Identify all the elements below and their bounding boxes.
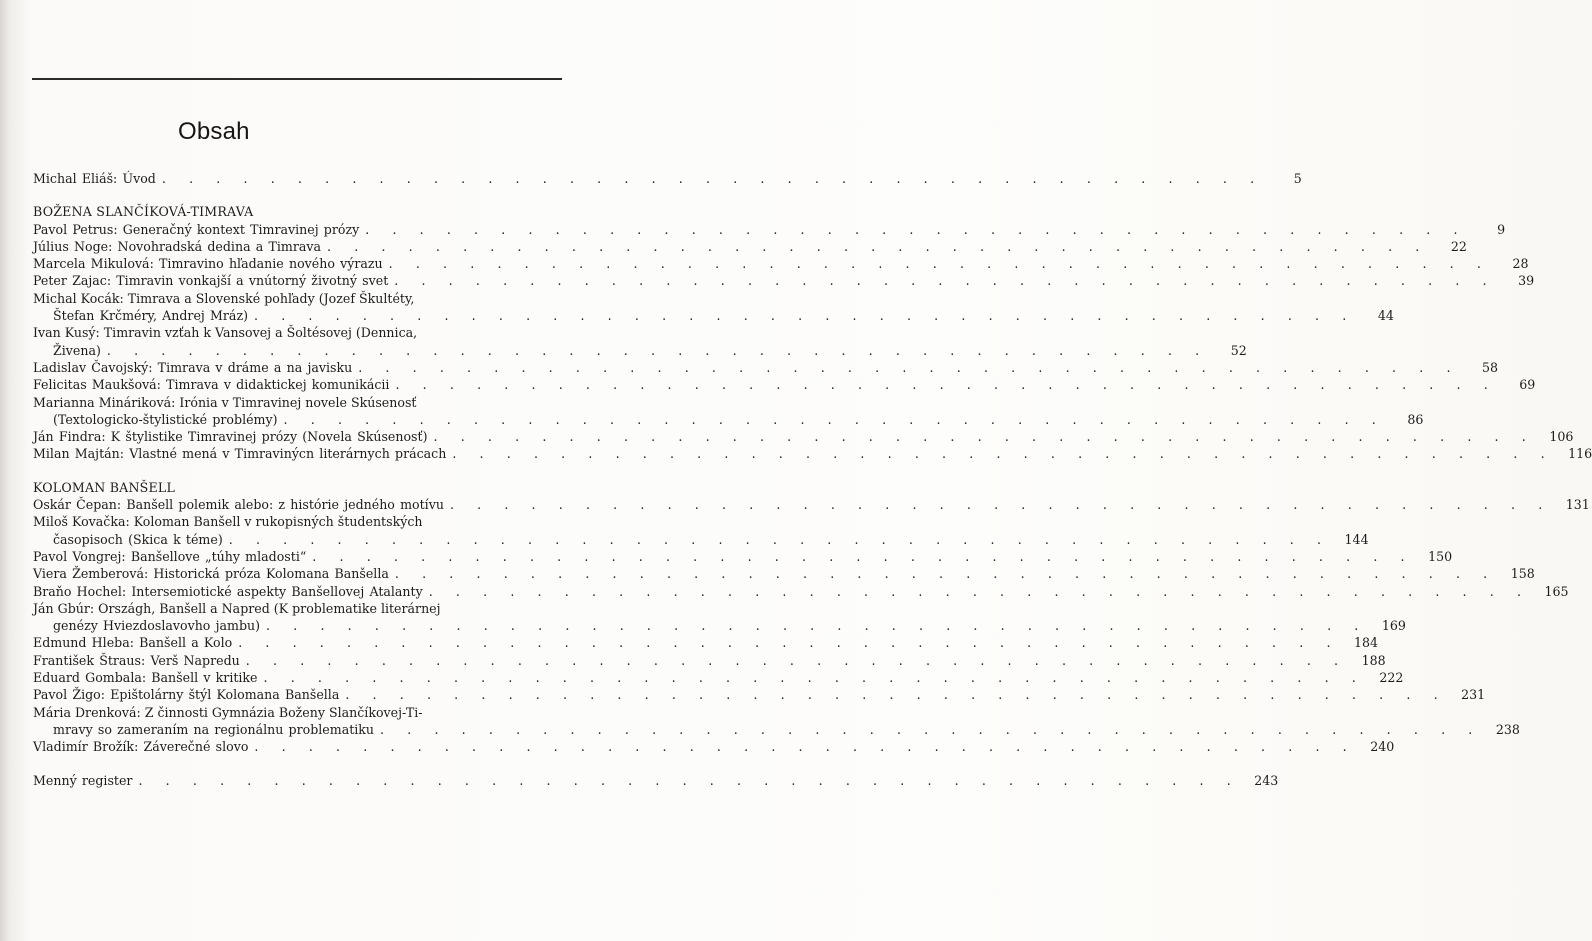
page-number: 44: [1377, 308, 1394, 324]
page-number: 58: [1482, 359, 1499, 375]
toc-entry[interactable]: [33, 324, 1247, 359]
dot-leader: . . . . . . . . . . . . . . . . . . . . . . . . . . . . . . . . . . . . . . . . .: [254, 308, 1356, 324]
entry-title: Braňo Hochel: Intersemiotické aspekty Banšellovej Atalanty: [33, 583, 423, 599]
entry-title: Michal Kocák: Timrava a Slovenské pohľady (Jozef Škultéty,: [33, 290, 415, 306]
page-number: 188: [1361, 652, 1386, 668]
page-number: 52: [1230, 342, 1247, 358]
toc-entry[interactable]: [33, 652, 1386, 669]
page-number: 106: [1549, 429, 1574, 445]
dot-leader: . . . . . . . . . . . . . . . . . . . . . . . . . . . . . . . . . . . . . . . . .: [394, 566, 1497, 582]
entry-title: Pavol Vongrej: Banšellove „túhy mladosti“: [33, 548, 307, 564]
dot-leader: . . . . . . . . . . . . . . . . . . . . . . . . . . . . . . . . . . . . . . . . .: [428, 583, 1531, 599]
toc-entry[interactable]: [33, 221, 1506, 238]
toc-entry[interactable]: [33, 634, 1379, 651]
toc-entry[interactable]: [33, 669, 1404, 686]
entry-title: Edmund Hleba: Banšell a Kolo: [33, 635, 233, 651]
page-number: 28: [1512, 256, 1529, 272]
page-number: 5: [1293, 171, 1302, 186]
dot-leader: . . . . . . . . . . . . . . . . . . . . . . . . . . . . . . . . . . . . . . . . .: [327, 238, 1429, 254]
entry-title: Mária Drenková: Z činnosti Gymnázia Boženy Slančíkovej-Ti-: [33, 704, 423, 720]
dot-leader: . . . . . . . . . . . . . . . . . . . . . . . . . . . . . . . . . . . . . . . . .: [394, 273, 1497, 289]
entry-title: Pavol Žigo: Epištolárny štýl Kolomana Banšella: [33, 687, 340, 703]
table-of-contents: [33, 170, 1592, 789]
page-number: 240: [1370, 739, 1395, 755]
dot-leader: . . . . . . . . . . . . . . . . . . . . . . . . . . . . . . . . . . . . . . . . .: [380, 721, 1482, 737]
page-number: 144: [1344, 531, 1369, 547]
entry-title: Viera Žemberová: Historická próza Kolomana Banšella: [33, 566, 389, 582]
toc-entry-intro[interactable]: [33, 170, 1302, 187]
toc-entry[interactable]: [33, 376, 1536, 393]
toc-entry[interactable]: [33, 513, 1369, 548]
toc-entry[interactable]: [33, 738, 1395, 755]
page-number: 243: [1254, 772, 1279, 788]
dot-leader: . . . . . . . . . . . . . . . . . . . . . . . . . . . . . . . . . . . . . . . . .: [449, 497, 1552, 513]
entry-title: Ivan Kusý: Timravin vzťah k Vansovej a Šoltésovej (Dennica,: [33, 325, 418, 341]
dot-leader: . . . . . . . . . . . . . . . . . . . . . . . . . . . . . . . . . . . . . . . . .: [106, 342, 1209, 358]
dot-leader: . . . . . . . . . . . . . . . . . . . . . . . . . . . . . . . . . . . . . . . . .: [358, 359, 1461, 375]
toc-entry[interactable]: [33, 272, 1535, 289]
entry-title: Ján Gbúr: Országh, Banšell a Napred (K problematike literárnej: [33, 600, 441, 616]
toc-entry[interactable]: [33, 600, 1406, 635]
dot-leader: . . . . . . . . . . . . . . . . . . . . . . . . . . . . . . . . . . . . . . . . .: [161, 171, 1264, 186]
toc-entry[interactable]: [33, 445, 1592, 462]
entry-title: Ladislav Čavojský: Timrava v dráme a na javisku: [33, 359, 353, 375]
page-number: 116: [1568, 446, 1592, 462]
page-number: 39: [1518, 273, 1535, 289]
toc-entry[interactable]: [33, 255, 1529, 272]
toc-entry-register[interactable]: [33, 772, 1279, 789]
page-number: 150: [1428, 548, 1453, 564]
dot-leader: . . . . . . . . . . . . . . . . . . . . . . . . . . . . . . . . . . . . . . . . .: [365, 221, 1468, 237]
entry-title: Peter Zajac: Timravin vonkajší a vnútorný životný svet: [33, 273, 389, 289]
toc-entry[interactable]: [33, 290, 1394, 325]
toc-entry[interactable]: [33, 359, 1499, 376]
dot-leader: . . . . . . . . . . . . . . . . . . . . . . . . . . . . . . . . . . . . . . . . .: [283, 411, 1386, 427]
page-number: 222: [1379, 670, 1404, 686]
page-number: 22: [1450, 238, 1467, 254]
page-number: 238: [1495, 721, 1520, 737]
toc-entry[interactable]: [33, 686, 1486, 703]
page-number: 86: [1407, 411, 1424, 427]
page-number: 9: [1497, 221, 1506, 237]
page-number: 184: [1354, 635, 1379, 651]
toc-entry[interactable]: [33, 565, 1535, 582]
toc-entry[interactable]: [33, 496, 1590, 513]
page-number: 69: [1519, 377, 1536, 393]
entry-title-continuation: časopisoch (Skica k téme): [53, 531, 223, 547]
dot-leader: . . . . . . . . . . . . . . . . . . . . . . . . . . . . . . . . . . . . . . . . .: [228, 531, 1331, 547]
entry-title: Vladimír Brožík: Záverečné slovo: [33, 739, 249, 755]
dot-leader: . . . . . . . . . . . . . . . . . . . . . . . . . . . . . . . . . . . . . . . . .: [245, 652, 1348, 668]
page-number: 131: [1565, 497, 1590, 513]
toc-entry[interactable]: [33, 428, 1574, 445]
page-number: 231: [1461, 687, 1486, 703]
toc-entry[interactable]: [33, 704, 1520, 739]
entry-title: Oskár Čepan: Banšell polemik alebo: z histórie jedného motívu: [33, 497, 444, 513]
entry-title: Milan Majtán: Vlastné mená v Timravinýcn literárnych prácach: [33, 446, 447, 462]
entry-title-continuation: genézy Hviezdoslavovho jambu): [53, 618, 261, 634]
toc-entry[interactable]: [33, 238, 1467, 255]
section-heading: KOLOMAN BANŠELL: [33, 479, 176, 495]
dot-leader: . . . . . . . . . . . . . . . . . . . . . . . . . . . . . . . . . . . . . . . . .: [388, 256, 1491, 272]
page-title: Obsah: [178, 118, 250, 145]
entry-title-continuation: Živena): [53, 342, 101, 358]
page-number: 165: [1544, 583, 1569, 599]
entry-title-continuation: mravy so zameraním na regionálnu problematiku: [53, 721, 375, 737]
toc-entry[interactable]: [33, 394, 1424, 429]
dot-leader: . . . . . . . . . . . . . . . . . . . . . . . . . . . . . . . . . . . . . . . . .: [238, 635, 1341, 651]
dot-leader: . . . . . . . . . . . . . . . . . . . . . . . . . . . . . . . . . . . . . . . . .: [452, 446, 1555, 462]
toc-entry[interactable]: [33, 583, 1569, 600]
page-number: 169: [1381, 618, 1406, 634]
entry-title: Ján Findra: K štylistike Timravinej prózy (Novela Skúsenosť): [33, 429, 428, 445]
dot-leader: . . . . . . . . . . . . . . . . . . . . . . . . . . . . . . . . . . . . . . . . .: [433, 429, 1536, 445]
entry-title: Pavol Petrus: Generačný kontext Timravinej prózy: [33, 221, 360, 237]
entry-title: Marcela Mikulová: Timravino hľadanie nového výrazu: [33, 256, 383, 272]
dot-leader: . . . . . . . . . . . . . . . . . . . . . . . . . . . . . . . . . . . . . . . . .: [263, 670, 1366, 686]
dot-leader: . . . . . . . . . . . . . . . . . . . . . . . . . . . . . . . . . . . . . . . . .: [345, 687, 1448, 703]
entry-title: Menný register: [33, 772, 133, 788]
toc-entry[interactable]: [33, 548, 1453, 565]
dot-leader: . . . . . . . . . . . . . . . . . . . . . . . . . . . . . . . . . . . . . . . . .: [395, 377, 1498, 393]
entry-title: Marianna Mináriková: Irónia v Timravinej novele Skúsenosť: [33, 394, 417, 410]
entry-title: František Štraus: Verš Napredu: [33, 652, 240, 668]
top-rule: [32, 78, 562, 80]
entry-title: Miloš Kovačka: Koloman Banšell v rukopisných študentských: [33, 514, 423, 530]
entry-title: Július Noge: Novohradská dedina a Timrava: [33, 238, 322, 254]
section-heading: BOŽENA SLANČÍKOVÁ-TIMRAVA: [33, 204, 254, 220]
entry-title: Felicitas Maukšová: Timrava v didaktickej komunikácii: [33, 377, 390, 393]
entry-title: Eduard Gombala: Banšell v kritike: [33, 670, 258, 686]
dot-leader: . . . . . . . . . . . . . . . . . . . . . . . . . . . . . . . . . . . . . . . . .: [312, 548, 1415, 564]
entry-title-continuation: Štefan Krčméry, Andrej Mráz): [53, 308, 248, 324]
dot-leader: . . . . . . . . . . . . . . . . . . . . . . . . . . . . . . . . . . . . . . . . .: [266, 618, 1368, 634]
dot-leader: . . . . . . . . . . . . . . . . . . . . . . . . . . . . . . . . . . . . . . . . .: [254, 739, 1357, 755]
page-number: 158: [1510, 566, 1535, 582]
entry-title: Michal Eliáš: Úvod: [33, 171, 156, 186]
dot-leader: . . . . . . . . . . . . . . . . . . . . . . . . . . . . . . . . . . . . . . . . .: [138, 772, 1241, 788]
entry-title-continuation: (Textologicko-štylistické problémy): [53, 411, 278, 427]
